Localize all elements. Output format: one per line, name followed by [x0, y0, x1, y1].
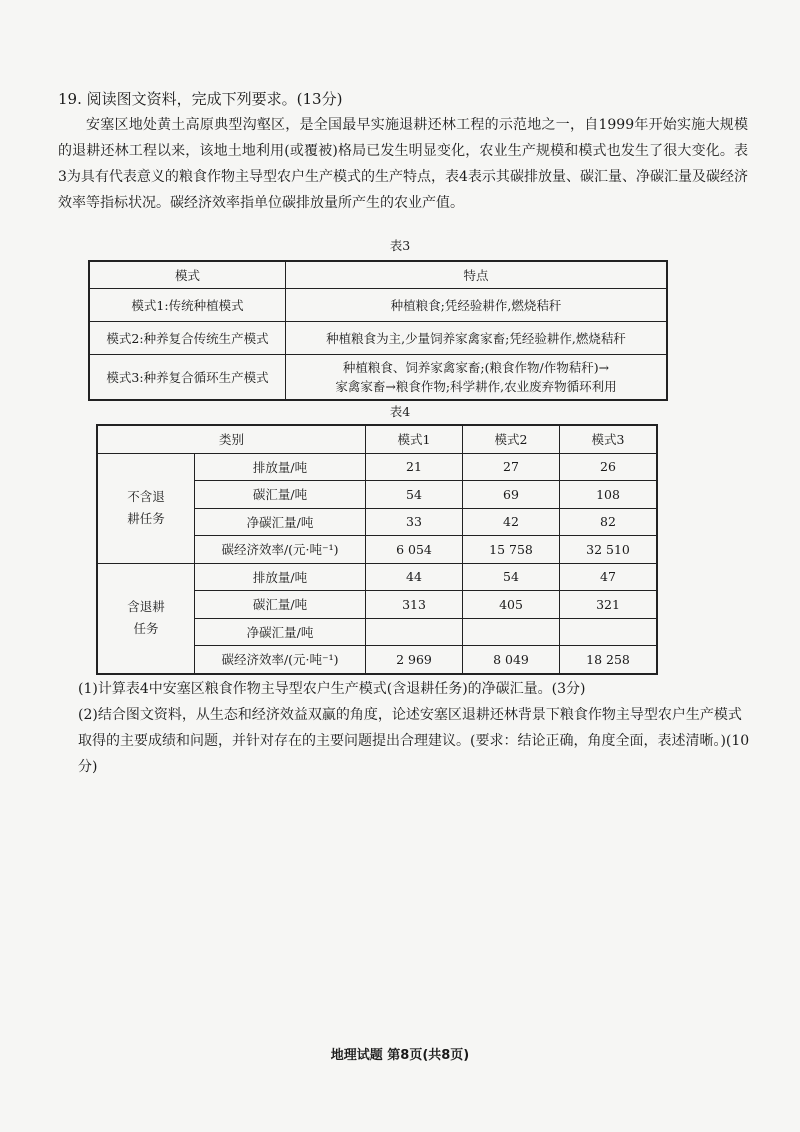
table3-feature-line: 家禽家畜→粮食作物;科学耕作,农业废弃物循环利用: [335, 379, 617, 394]
table4-value-cell: [463, 618, 560, 646]
table3-mode-cell: 模式2:种养复合传统生产模式: [89, 322, 286, 355]
group-label-line: 含退耕: [127, 599, 165, 614]
table4-metric-cell: 排放量/吨: [195, 453, 366, 481]
table4-value-cell: 69: [463, 481, 560, 509]
table4-value-cell: 8 049: [463, 646, 560, 674]
question-paragraph: 安塞区地处黄土高原典型沟壑区，是全国最早实施退耕还林工程的示范地之一，自1999年开始实施大规模的退耕还林工程以来，该地土地利用(或覆被)格局已发生明显变化，农业生产规模和模式也发生了很大变化。表3为具有代表意义的粮食作物主导型农户生产模式的生产特点，表4表示其碳排放量、碳汇量、净碳汇量及碳经济效率等指标状况。碳经济效率指单位碳排放量所产生的农业产值。: [58, 117, 748, 211]
table4-metric-cell: 排放量/吨: [195, 563, 366, 591]
table4-value-cell: 54: [366, 481, 463, 509]
table4-value-cell: 32 510: [560, 536, 658, 564]
table3-caption: 表3: [389, 238, 411, 253]
subquestion-2: (2)结合图文资料，从生态和经济效益双赢的角度，论述安塞区退耕还林背景下粮食作物主导型农户生产模式取得的主要成绩和问题，并针对存在的主要问题提出合理建议。(要求：结论正确，角度全面，表述清晰。)(10分): [78, 707, 750, 775]
table4-value-cell: 33: [366, 508, 463, 536]
group-label-line: 任务: [133, 621, 159, 636]
table4-value-cell: 2 969: [366, 646, 463, 674]
table4-group-label: [97, 453, 195, 563]
table4-metric-cell: 碳经济效率/(元·吨⁻¹): [195, 646, 366, 674]
table4-value-cell: 47: [560, 563, 658, 591]
table3-feature-cell: 种植粮食;凭经验耕作,燃烧秸秆: [286, 289, 668, 322]
table4-metric-cell: 净碳汇量/吨: [195, 508, 366, 536]
table4-value-cell: 82: [560, 508, 658, 536]
table4-metric-cell: 净碳汇量/吨: [195, 618, 366, 646]
table4-value-cell: 6 054: [366, 536, 463, 564]
table-row: [89, 322, 667, 355]
table4-header-mode1: 模式1: [366, 425, 463, 453]
table4: [96, 424, 658, 675]
table4-value-cell: 21: [366, 453, 463, 481]
table4-metric-cell: 碳汇量/吨: [195, 481, 366, 509]
subquestion-1: (1)计算表4中安塞区粮食作物主导型农户生产模式(含退耕任务)的净碳汇量。(3分): [78, 681, 586, 697]
table3-header-mode: 模式: [89, 261, 286, 289]
table4-value-cell: 405: [463, 591, 560, 619]
table-row: [89, 355, 667, 401]
table4-metric-cell: 碳经济效率/(元·吨⁻¹): [195, 536, 366, 564]
table3: [88, 260, 668, 401]
table4-header-mode2: 模式2: [463, 425, 560, 453]
table4-header-category: 类别: [97, 425, 366, 453]
table-row: [97, 563, 657, 591]
table3-mode-cell: 模式1:传统种植模式: [89, 289, 286, 322]
question-title: 19. 阅读图文资料，完成下列要求。(13分): [58, 90, 343, 108]
table4-value-cell: 15 758: [463, 536, 560, 564]
table4-value-cell: 44: [366, 563, 463, 591]
table4-value-cell: 321: [560, 591, 658, 619]
table4-header-row: [97, 425, 657, 453]
table3-feature-cell: 种植粮食为主,少量饲养家禽家畜;凭经验耕作,燃烧秸秆: [286, 322, 668, 355]
table4-value-cell: 313: [366, 591, 463, 619]
table3-header-feature: 特点: [286, 261, 668, 289]
page-footer: 地理试题 第8页(共8页): [330, 1048, 470, 1063]
table4-group-label: [97, 563, 195, 674]
table3-feature-line: 种植粮食、饲养家禽家畜;(粮食作物/作物秸秆)→: [342, 360, 610, 375]
table4-value-cell: 42: [463, 508, 560, 536]
table3-feature-cell: [286, 355, 668, 401]
table4-metric-cell: 碳汇量/吨: [195, 591, 366, 619]
table4-value-cell: 54: [463, 563, 560, 591]
table4-value-cell: [560, 618, 658, 646]
table4-value-cell: 18 258: [560, 646, 658, 674]
table4-value-cell: 108: [560, 481, 658, 509]
table4-value-cell: 26: [560, 453, 658, 481]
table4-header-mode3: 模式3: [560, 425, 658, 453]
table3-header-row: [89, 261, 667, 289]
table4-caption: 表4: [389, 404, 411, 419]
table-row: [97, 453, 657, 481]
group-label-line: 耕任务: [127, 511, 165, 526]
table4-value-cell: [366, 618, 463, 646]
group-label-line: 不含退: [127, 489, 165, 504]
table-row: [89, 289, 667, 322]
table4-value-cell: 27: [463, 453, 560, 481]
table3-mode-cell: 模式3:种养复合循环生产模式: [89, 355, 286, 401]
